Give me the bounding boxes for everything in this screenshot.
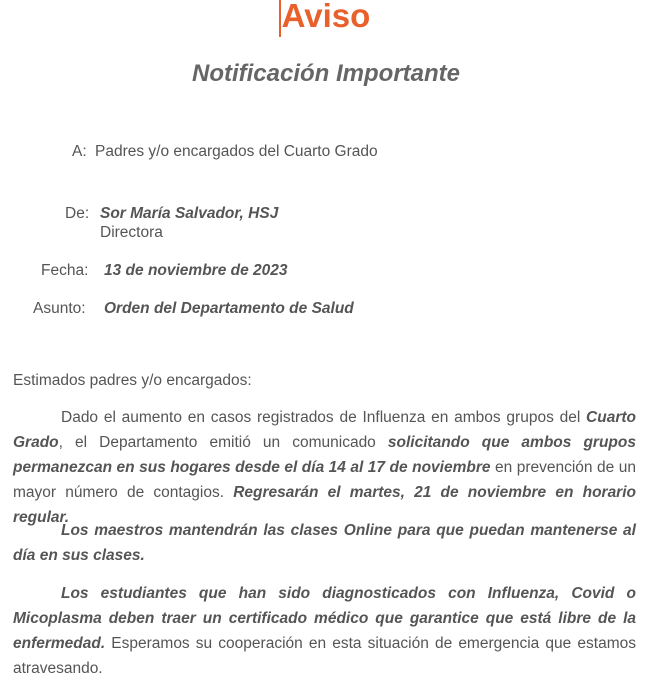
from-label: De:: [65, 205, 90, 222]
p1-bold-3: Regresarán el martes, 21 de noviembre en horario regular.: [13, 484, 636, 526]
paragraph-1: [13, 405, 636, 530]
subject-label: Asunto:: [33, 300, 86, 317]
p1-text-2: , el Departamento emitió un comunicado: [58, 434, 388, 451]
p1-text-1: Dado el aumento en casos registrados de Influenza en ambos grupos del: [61, 409, 587, 426]
subject-value: Orden del Departamento de Salud: [104, 300, 354, 317]
p3-text: Esperamos su cooperación en esta situación de emergencia que estamos atravesando.: [13, 635, 636, 677]
p1-bold-2: solicitando que ambos grupos permanezcan en sus hogares desde el día 14 al 17 de noviembre: [13, 434, 636, 476]
p3-bold: Los estudiantes que han sido diagnosticados con Influenza, Covid o Micoplasma deben traer un certificado médico que garantice que está libre de la enfermedad.: [13, 585, 636, 652]
date-value: 13 de noviembre de 2023: [104, 262, 288, 279]
p2-bold: Los maestros mantendrán las clases Online para que puedan mantenerse al día en sus clases.: [13, 522, 636, 564]
notice-title: Aviso: [281, 0, 371, 34]
p1-bold-1: Cuarto Grado: [13, 409, 636, 451]
date-label: Fecha:: [41, 262, 89, 279]
paragraph-2: [13, 518, 636, 568]
to-value: Padres y/o encargados del Cuarto Grado: [95, 143, 378, 160]
greeting: Estimados padres y/o encargados:: [13, 372, 252, 389]
paragraph-3: [13, 581, 636, 681]
to-label: A:: [72, 143, 87, 160]
p1-text-3: en prevención de un mayor número de contagios.: [13, 459, 636, 501]
from-role: Directora: [100, 224, 163, 241]
notice-subtitle: Notificación Importante: [191, 60, 461, 87]
from-name: Sor María Salvador, HSJ: [100, 205, 279, 222]
